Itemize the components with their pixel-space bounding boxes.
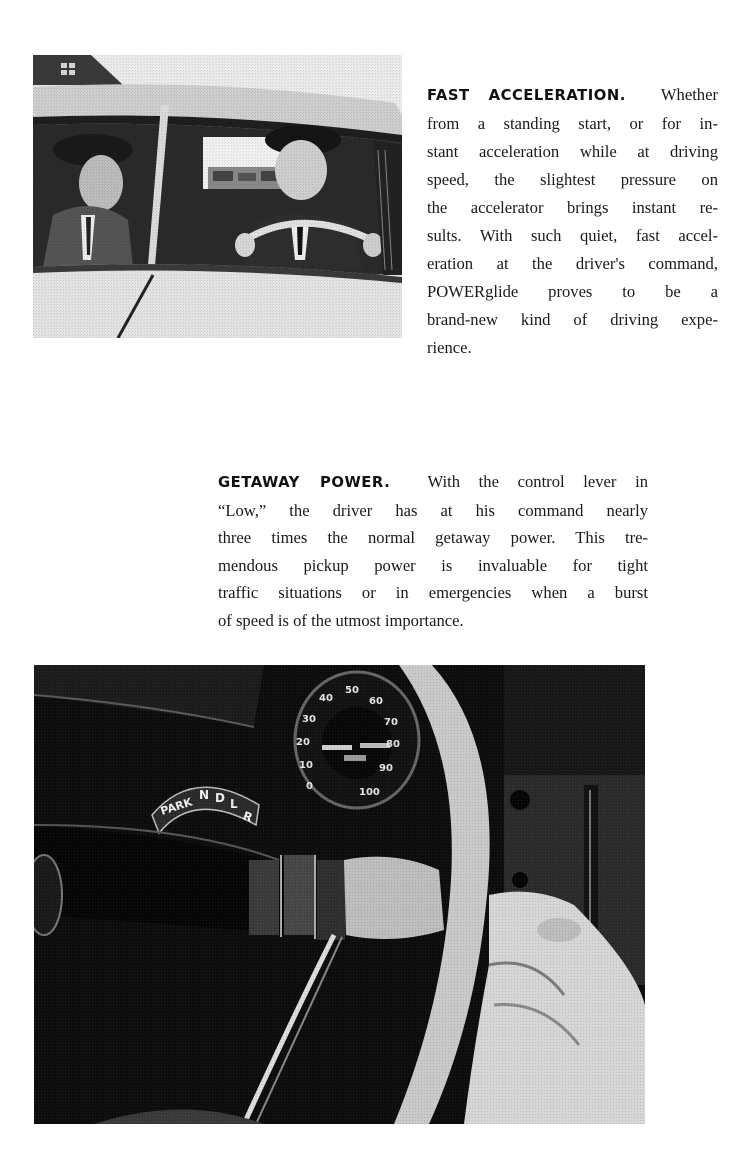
fast-acceleration-paragraph [427, 81, 718, 362]
paragraph-line: the accelerator brings instant re- [427, 198, 718, 217]
paragraph-line: stant acceleration while at driving [427, 142, 718, 161]
photo-steering-column [34, 665, 645, 1124]
paragraph-line: traffic situations or in emergencies when a burst [218, 583, 648, 602]
paragraph-line: sults. With such quiet, fast accel- [427, 226, 718, 245]
paragraph-line: from a standing start, or for in- [427, 114, 718, 133]
paragraph-line: speed, the slightest pressure on [427, 170, 718, 189]
paragraph-line: mendous pickup power is invaluable for tight [218, 555, 648, 575]
paragraph-line: POWERglide proves to be a [427, 282, 718, 301]
section-heading-getaway-power: GETAWAY POWER. [218, 474, 391, 491]
paragraph-line: eration at the driver's command, [427, 254, 718, 273]
paragraph-line: brand-new kind of driving expe- [427, 310, 718, 329]
steering-column-illustration [34, 665, 645, 1124]
getaway-power-paragraph [218, 468, 648, 634]
paragraph-line: GETAWAY POWER. With the control lever in [218, 472, 648, 491]
paragraph-line: “Low,” the driver has at his command nearly [218, 500, 648, 520]
paragraph-line: of speed is of the utmost importance. [218, 610, 464, 630]
section-heading-fast-acceleration: FAST ACCELERATION. [427, 87, 626, 104]
car-occupants-illustration [33, 55, 402, 338]
paragraph-line: rience. [427, 338, 472, 357]
paragraph-line: FAST ACCELERATION. Whether [427, 85, 718, 104]
paragraph-line: three times the normal getaway power. This tre- [218, 528, 648, 547]
photo-car-occupants [33, 55, 402, 338]
